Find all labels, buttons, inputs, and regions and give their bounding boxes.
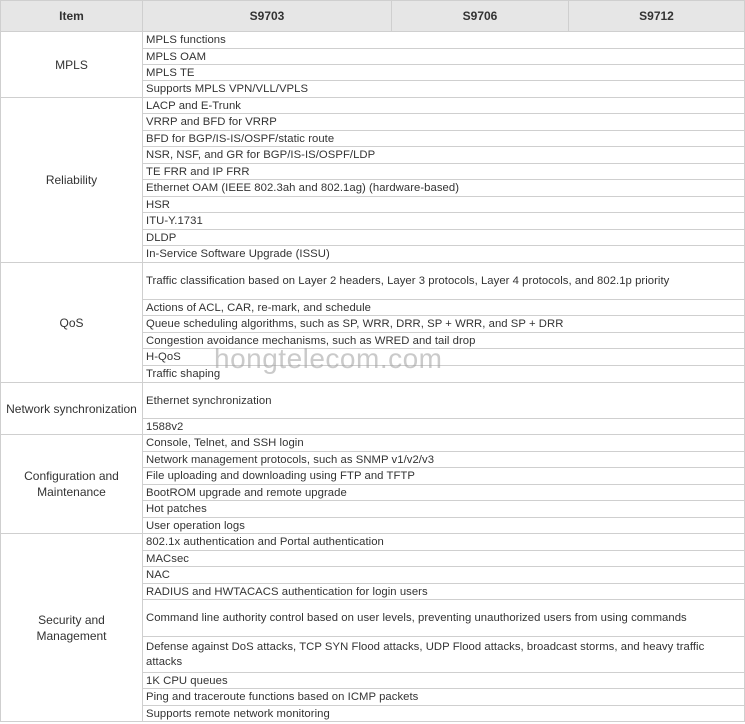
feature-cell: File uploading and downloading using FTP and TFTP	[143, 468, 745, 485]
feature-cell: 1588v2	[143, 419, 745, 435]
table-row	[1, 32, 745, 49]
table-row	[1, 98, 745, 114]
feature-cell: Defense against DoS attacks, TCP SYN Flood attacks, UDP Flood attacks, broadcast storms, and heavy traffic attacks	[143, 637, 745, 673]
category-mpls: MPLS	[1, 32, 143, 98]
feature-cell: Ping and traceroute functions based on ICMP packets	[143, 689, 745, 706]
feature-cell: 1K CPU queues	[143, 673, 745, 689]
feature-cell: RADIUS and HWTACACS authentication for login users	[143, 584, 745, 600]
feature-cell: HSR	[143, 197, 745, 213]
feature-cell: NAC	[143, 567, 745, 584]
feature-cell: H-QoS	[143, 349, 745, 366]
feature-cell: VRRP and BFD for VRRP	[143, 114, 745, 131]
feature-cell: Queue scheduling algorithms, such as SP, WRR, DRR, SP + WRR, and SP + DRR	[143, 316, 745, 333]
feature-cell: Congestion avoidance mechanisms, such as WRED and tail drop	[143, 333, 745, 349]
feature-cell: In-Service Software Upgrade (ISSU)	[143, 246, 745, 263]
header-row	[1, 1, 745, 32]
feature-cell: MPLS OAM	[143, 49, 745, 65]
feature-cell: NSR, NSF, and GR for BGP/IS-IS/OSPF/LDP	[143, 147, 745, 164]
feature-cell: User operation logs	[143, 518, 745, 534]
feature-cell: Traffic shaping	[143, 366, 745, 383]
category-qos: QoS	[1, 263, 143, 383]
category-network-synchronization: Network synchronization	[1, 383, 143, 435]
feature-cell: 802.1x authentication and Portal authentication	[143, 534, 745, 551]
watermark-text: hongtelecom.com	[214, 343, 443, 374]
category-security-management: Security and Management	[1, 534, 143, 722]
feature-cell: Console, Telnet, and SSH login	[143, 435, 745, 452]
table-row	[1, 534, 745, 551]
feature-cell: Command line authority control based on user levels, preventing unauthorized users from using commands	[143, 600, 745, 637]
feature-cell: Network management protocols, such as SNMP v1/v2/v3	[143, 452, 745, 468]
feature-cell: DLDP	[143, 230, 745, 246]
feature-cell: ITU-Y.1731	[143, 213, 745, 230]
feature-cell: MPLS TE	[143, 65, 745, 81]
category-configuration-maintenance: Configuration and Maintenance	[1, 435, 143, 534]
feature-cell: BFD for BGP/IS-IS/OSPF/static route	[143, 131, 745, 147]
header-model-s9706: S9706	[392, 1, 569, 32]
table-row	[1, 263, 745, 300]
feature-cell: Ethernet synchronization	[143, 383, 745, 419]
feature-cell: Ethernet OAM (IEEE 802.3ah and 802.1ag) (hardware-based)	[143, 180, 745, 197]
feature-cell: Supports remote network monitoring	[143, 706, 745, 722]
feature-cell: BootROM upgrade and remote upgrade	[143, 485, 745, 501]
table-row	[1, 435, 745, 452]
feature-cell: MACsec	[143, 551, 745, 567]
table-row	[1, 383, 745, 419]
feature-cell: MPLS functions	[143, 32, 745, 49]
feature-cell: Supports MPLS VPN/VLL/VPLS	[143, 81, 745, 98]
feature-cell: TE FRR and IP FRR	[143, 164, 745, 180]
header-item: Item	[1, 1, 143, 32]
feature-cell: Hot patches	[143, 501, 745, 518]
header-model-s9703: S9703	[143, 1, 392, 32]
feature-cell: LACP and E-Trunk	[143, 98, 745, 114]
feature-cell: Actions of ACL, CAR, re-mark, and schedule	[143, 300, 745, 316]
category-reliability: Reliability	[1, 98, 143, 263]
feature-cell: Traffic classification based on Layer 2 headers, Layer 3 protocols, Layer 4 protocols, and 802.1p priority	[143, 263, 745, 300]
header-model-s9712: S9712	[569, 1, 745, 32]
